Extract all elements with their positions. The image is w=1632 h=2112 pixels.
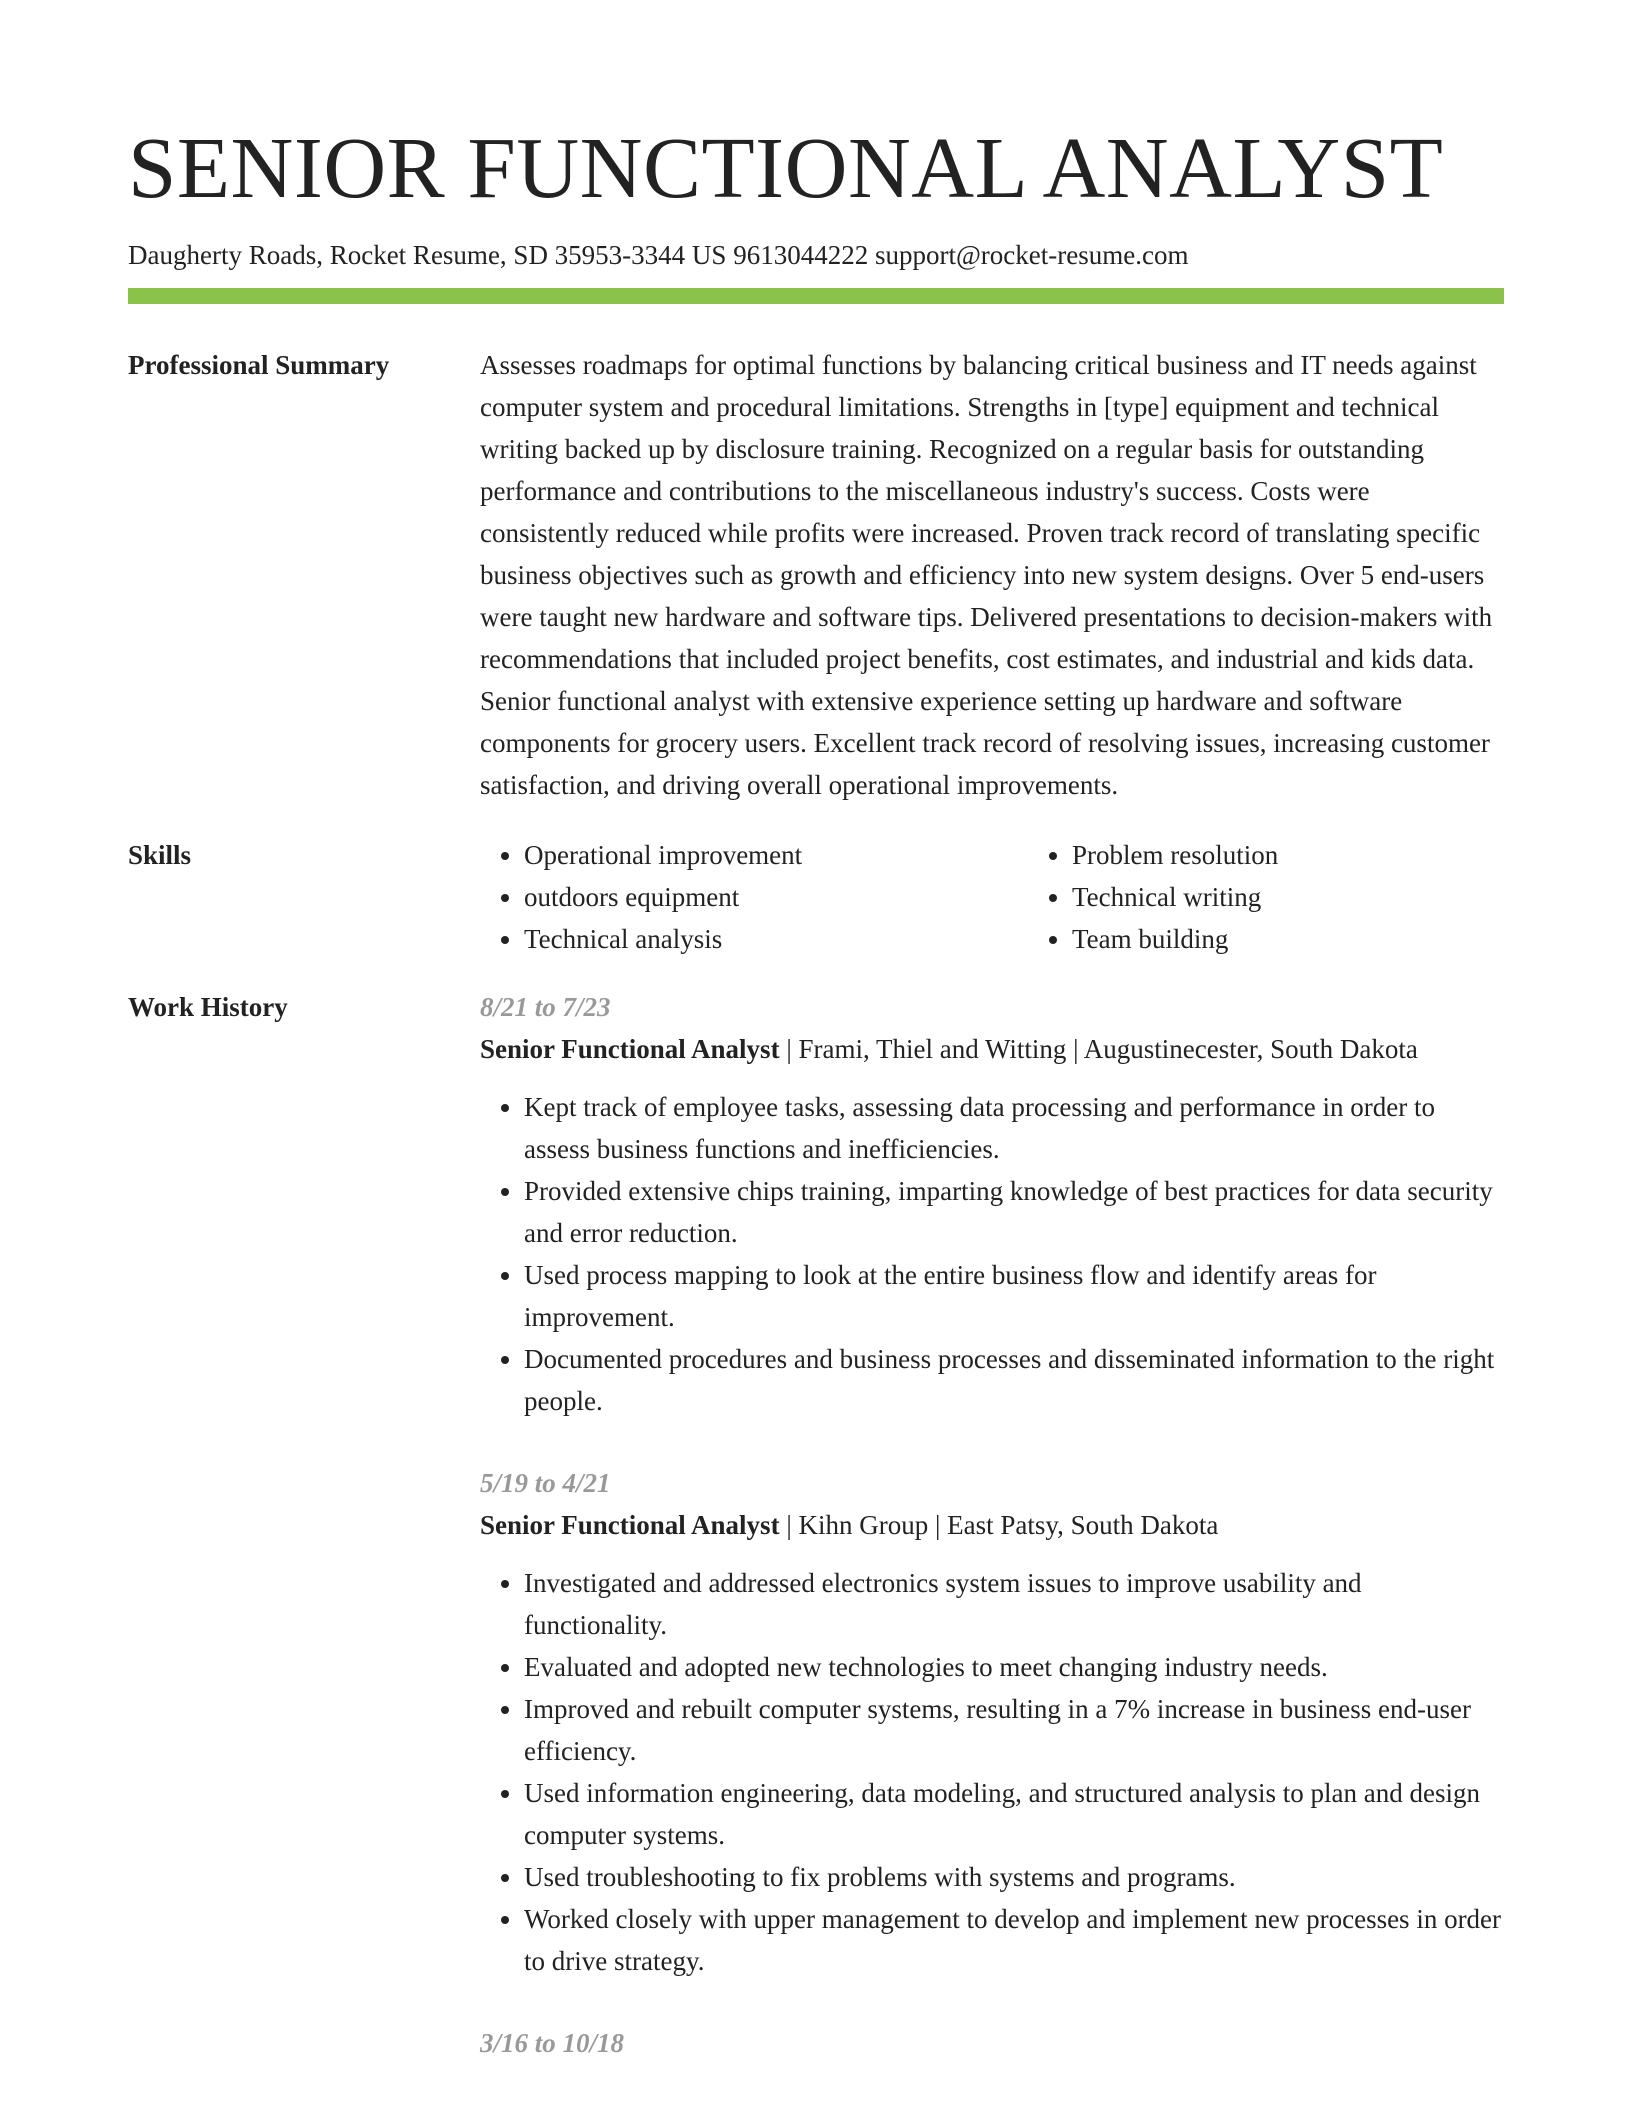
skill-item: • Technical analysis (524, 918, 1028, 960)
resume-name: SENIOR FUNCTIONAL ANALYST (128, 119, 1444, 216)
summary-heading: Professional Summary (128, 350, 390, 380)
skills-section (128, 842, 1504, 960)
skill-item: • Technical writing (1072, 876, 1576, 918)
job-bullet: • Provided extensive chips training, imparting knowledge of best practices for data security and error reduction. (524, 1170, 1504, 1254)
work-history-heading: Work History (128, 992, 288, 1022)
job-header (480, 1028, 1504, 1070)
resume-page (128, 0, 1504, 2104)
job-bullet: • Worked closely with upper management to develop and implement new processes in order to drive strategy. (524, 1898, 1504, 1982)
job-bullets (480, 1562, 1504, 1982)
job-bullet: • Used process mapping to look at the entire business flow and identify areas for improvement. (524, 1254, 1504, 1338)
job-details: | Frami, Thiel and Witting | Augustinecester, South Dakota (779, 1034, 1418, 1064)
contact-line: Daugherty Roads, Rocket Resume, SD 35953-3344 US 9613044222 support@rocket-resume.com (128, 240, 1189, 270)
skill-item: • Operational improvement (524, 834, 1028, 876)
job-dates: 5/19 to 4/21 (480, 1468, 611, 1498)
job-title: Senior Functional Analyst (480, 1510, 780, 1540)
header-divider (128, 288, 1504, 304)
job-bullet: • Evaluated and adopted new technologies to meet changing industry needs. (524, 1646, 1504, 1688)
work-history-section (128, 994, 1504, 2104)
job-header (480, 1504, 1504, 1546)
job-bullets (480, 1086, 1504, 1422)
job-dates: 3/16 to 10/18 (480, 2028, 625, 2058)
job-entry (480, 2022, 1504, 2064)
summary-text: Assesses roadmaps for optimal functions by balancing critical business and IT needs against computer system and procedural limitations. Strengths in [type] equipment and technical writing backed up by disclosure training. Recognized on a regular basis for outstanding performance and contributions to the miscellaneous industry's success. Costs were consistently reduced while profits were increased. Proven track record of translating specific business objectives such as growth and efficiency into new system designs. Over 5 end-users were taught new hardware and software tips. Delivered presentations to decision-makers with recommendations that included project benefits, cost estimates, and industrial and kids data. Senior functional analyst with extensive experience setting up hardware and software components for grocery users. Excellent track record of resolving issues, increasing customer satisfaction, and driving overall operational improvements. (480, 350, 1493, 800)
skills-list-left (480, 834, 1028, 960)
skills-list-right (1028, 834, 1576, 960)
job-bullet: • Used information engineering, data modeling, and structured analysis to plan and design computer systems. (524, 1772, 1504, 1856)
job-details: | Kihn Group | East Patsy, South Dakota (779, 1510, 1219, 1540)
job-bullet: • Used troubleshooting to fix problems with systems and programs. (524, 1856, 1504, 1898)
skills-heading: Skills (128, 840, 192, 870)
skill-item: • Problem resolution (1072, 834, 1576, 876)
skill-item: • Team building (1072, 918, 1576, 960)
job-bullet: • Documented procedures and business processes and disseminated information to the right people. (524, 1338, 1504, 1422)
skill-item: • outdoors equipment (524, 876, 1028, 918)
job-entry (480, 986, 1504, 1422)
job-bullet: • Improved and rebuilt computer systems, resulting in a 7% increase in business end-user efficiency. (524, 1688, 1504, 1772)
job-bullet: • Kept track of employee tasks, assessing data processing and performance in order to assess business functions and inefficiencies. (524, 1086, 1504, 1170)
job-bullet: • Investigated and addressed electronics system issues to improve usability and functionality. (524, 1562, 1504, 1646)
job-dates: 8/21 to 7/23 (480, 992, 611, 1022)
job-entry (480, 1462, 1504, 1982)
job-title: Senior Functional Analyst (480, 1034, 780, 1064)
summary-section (128, 352, 1504, 806)
